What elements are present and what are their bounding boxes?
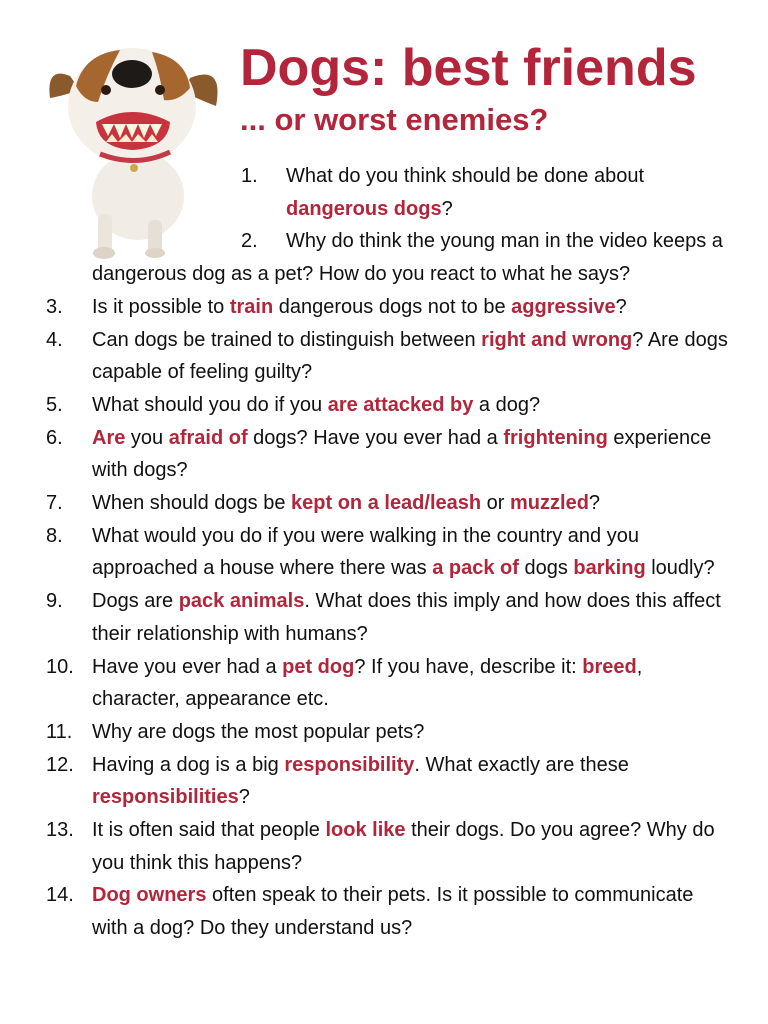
question-item <box>0 160 768 225</box>
question-item <box>0 520 768 585</box>
question-text: or <box>481 492 511 515</box>
question-number: 13. <box>46 819 74 842</box>
question-number: 6. <box>46 426 63 449</box>
highlighted-term: Dog owners <box>92 884 207 907</box>
question-number: 8. <box>46 524 63 547</box>
question-text: What do you think should be done about <box>286 165 645 187</box>
highlighted-term: look like <box>325 819 406 842</box>
question-item <box>0 716 768 749</box>
highlighted-term: dangerous dogs <box>286 197 442 220</box>
page-title: Dogs: best friends <box>240 39 697 97</box>
question-text: Have you ever had a <box>92 655 283 678</box>
question-text: their dogs. Do you agree? Why do you think this happens? <box>92 819 715 874</box>
question-number: 12. <box>46 753 74 776</box>
question-item <box>0 422 768 487</box>
question-text: a dog? <box>473 393 541 416</box>
question-text: dangerous dogs not to be <box>273 295 512 318</box>
question-text: , character, appearance etc. <box>92 655 643 711</box>
question-item <box>0 651 768 716</box>
question-number: 2. <box>241 230 258 253</box>
highlighted-term: pet dog <box>282 655 355 678</box>
page-subtitle: ... or worst enemies? <box>240 102 549 137</box>
question-text: . What exactly are these <box>414 753 629 776</box>
question-number: 4. <box>46 328 63 351</box>
highlighted-term: train <box>229 295 274 318</box>
question-number: 7. <box>46 492 63 515</box>
question-text: dogs <box>518 557 574 580</box>
highlighted-term: barking <box>573 557 646 580</box>
question-text: When should dogs be <box>92 492 292 515</box>
highlighted-term: kept on a lead/leash <box>291 492 482 515</box>
question-text: ? <box>238 786 250 809</box>
question-item <box>0 487 768 520</box>
question-text: loudly? <box>645 557 715 580</box>
question-item <box>0 749 768 814</box>
highlighted-term: are attacked by <box>327 393 474 416</box>
highlighted-term: right and wrong <box>481 328 633 351</box>
question-item <box>0 814 768 879</box>
question-number: 11. <box>46 720 73 743</box>
question-list <box>0 160 768 945</box>
highlighted-term: pack animals <box>178 590 305 613</box>
question-text: ? <box>588 492 601 515</box>
question-text: often speak to their pets. Is it possible to communicate with a dog? Do they understand us? <box>92 884 694 940</box>
question-text: experience with dogs? <box>92 426 712 482</box>
question-number: 5. <box>46 393 63 416</box>
question-number: 10. <box>46 655 74 678</box>
question-text: Why do think the young man in the video keeps a dangerous dog as a pet? How do you react to what he says? <box>92 230 723 286</box>
question-number: 3. <box>46 295 63 318</box>
question-text: dogs? Have you ever had a <box>247 426 504 449</box>
question-item <box>0 585 768 650</box>
question-item <box>0 389 768 422</box>
question-text: you <box>125 426 169 449</box>
highlighted-term: responsibilities <box>92 786 239 809</box>
highlighted-term: a pack of <box>432 557 519 580</box>
question-text: What would you do if you were walking in the country and you approached a house where there was <box>92 524 639 580</box>
question-text: Can dogs be trained to distinguish between <box>92 328 482 351</box>
question-number: 1. <box>241 165 258 187</box>
question-text: ? <box>441 197 453 220</box>
question-item <box>0 225 768 290</box>
highlighted-term: frightening <box>503 426 608 449</box>
question-text: It is often said that people <box>92 819 326 842</box>
question-item <box>0 291 768 324</box>
question-text: Dogs are <box>92 590 179 613</box>
highlighted-term: muzzled <box>510 492 589 515</box>
question-text: What should you do if you <box>92 393 328 416</box>
question-number: 9. <box>46 590 63 613</box>
question-text: ? Are dogs capable of feeling guilty? <box>92 328 728 384</box>
question-text: . What does this imply and how does this affect their relationship with humans? <box>92 590 721 645</box>
highlighted-term: aggressive <box>511 295 616 318</box>
question-text: Is it possible to <box>92 295 230 318</box>
question-text: Having a dog is a big <box>92 753 285 776</box>
question-number: 14. <box>46 884 74 907</box>
question-item <box>0 324 768 389</box>
highlighted-term: afraid of <box>168 426 248 449</box>
highlighted-term: responsibility <box>284 753 415 776</box>
question-item <box>0 879 768 944</box>
question-text: ? If you have, describe it: <box>354 655 583 678</box>
highlighted-term: breed <box>582 655 637 678</box>
question-text: Why are dogs the most popular pets? <box>92 720 425 743</box>
question-text: ? <box>615 295 627 318</box>
highlighted-term: Are <box>92 426 126 449</box>
